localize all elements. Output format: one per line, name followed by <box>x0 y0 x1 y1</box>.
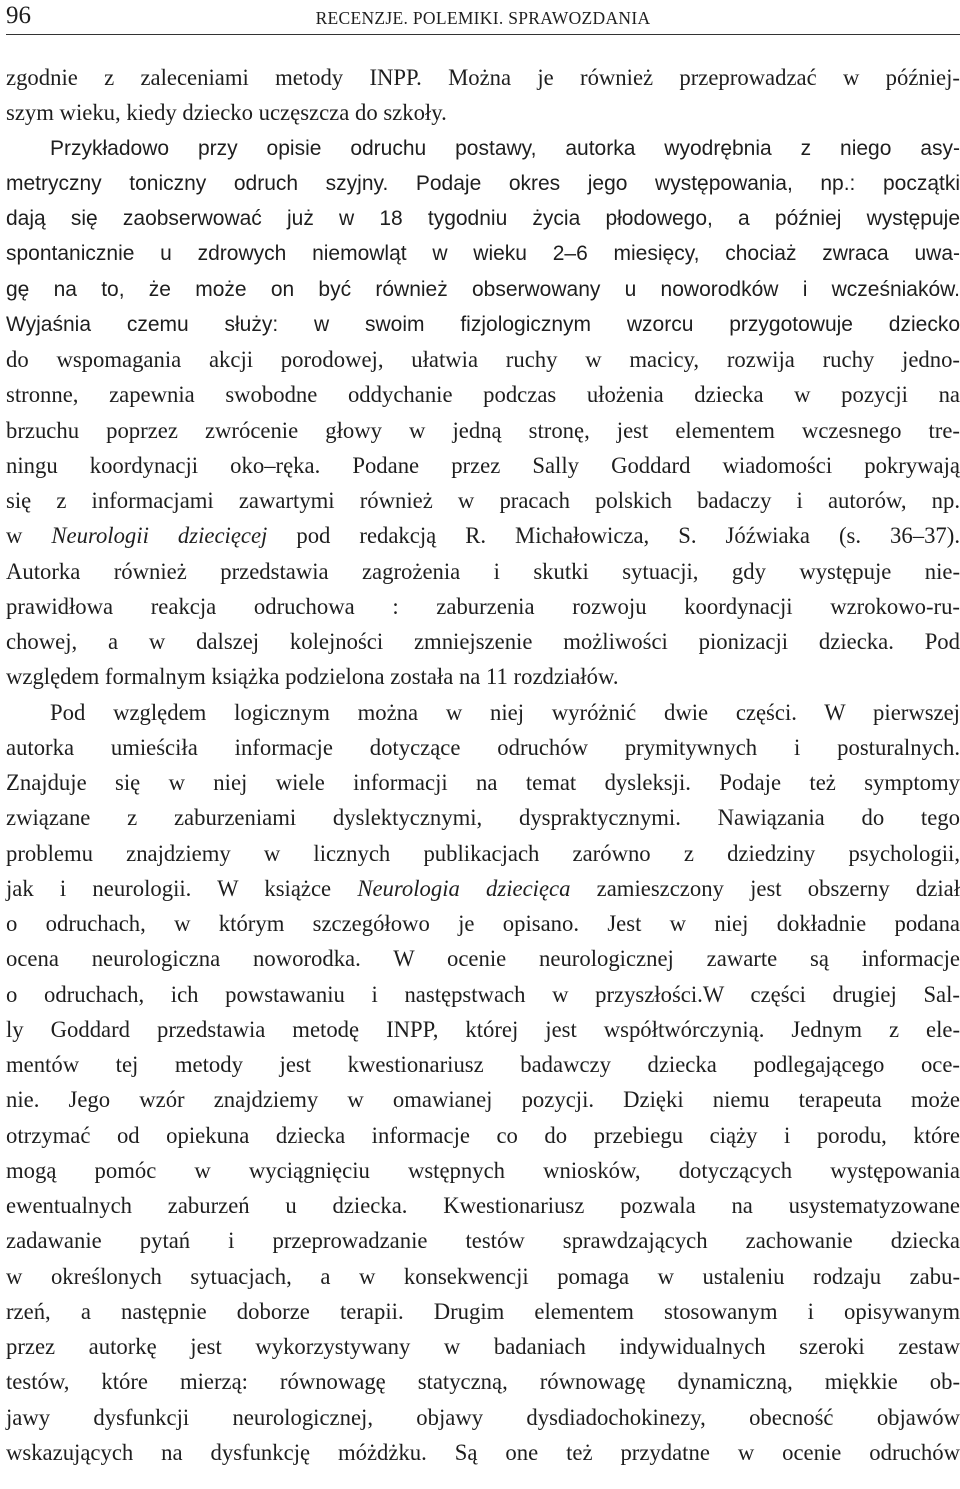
text-line: wskazujących na dysfunkcję móżdżku. Są one też przydatne w ocenie odruchów <box>6 1439 960 1465</box>
text-line: szym wieku, kiedy dziecko uczęszcza do szkoły. <box>6 100 447 126</box>
page-number: 96 <box>6 2 31 29</box>
italic-title: Neurologia dziecięca <box>357 875 571 901</box>
text-line: Przykładowo przy opisie odruchu postawy, autorka wyodrębnia z niego asy- <box>50 136 960 160</box>
text-line: do wspomagania akcji porodowej, ułatwia ruchy w macicy, rozwija ruchy jedno- <box>6 347 960 372</box>
text-line: jak i neurologii. W książce Neurologia dziecięca zamieszczony jest obszerny dział <box>6 875 960 901</box>
text-line: testów, które mierzą: równowagę statyczną, równowagę dynamiczną, miękkie ob- <box>6 1369 960 1395</box>
text-line: ly Goddard przedstawia metodę INPP, której jest współtwórczynią. Jednym z ele- <box>6 1016 960 1042</box>
text-line: w określonych sytuacjach, a w konsekwencji pomaga w ustaleniu rodzaju zabu- <box>6 1263 960 1289</box>
text-line: problemu znajdziemy w licznych publikacjach zarówno z dziedziny psychologii, <box>6 840 960 866</box>
text-line: rzeń, a następnie doborze terapii. Drugim elementem stosowanym i opisywanym <box>6 1298 960 1324</box>
body-text <box>6 60 960 1470</box>
page-header <box>6 0 960 35</box>
text-line: ocena neurologiczna noworodka. W ocenie neurologicznej zawarte są informacje <box>6 946 960 972</box>
text-line: mogą pomóc w wyciągnięciu wstępnych wniosków, dotyczących występowania <box>6 1157 960 1183</box>
text-line: dają się zaobserwować już w 18 tygodniu życia płodowego, a później występuje <box>6 207 960 230</box>
text-line: Wyjaśnia czemu służy: w swoim fizjologicznym wzorcu przygotowuje dziecko <box>6 312 960 336</box>
text-line: związane z zaburzeniami dyslektycznymi, dyspraktycznymi. Nawiązania do tego <box>6 805 960 831</box>
text-line: mentów tej metody jest kwestionariusz badawczy dziecka podlegającego oce- <box>6 1052 960 1077</box>
running-head: RECENZJE. POLEMIKI. SPRAWOZDANIA <box>315 8 651 28</box>
text-line: przez autorkę jest wykorzystywany w badaniach indywidualnych szeroki zestaw <box>6 1334 960 1359</box>
text-line: względem formalnym książka podzielona została na 11 rozdziałów. <box>6 664 619 690</box>
text-line: chowej, a w dalszej kolejności zmniejszenie możliwości pionizacji dziecka. Pod <box>6 629 960 654</box>
text-line: się z informacjami zawartymi również w pracach polskich badaczy i autorów, np. <box>6 488 960 513</box>
text-line: ewentualnych zaburzeń u dziecka. Kwestionariusz pozwala na usystematyzowane <box>6 1193 960 1218</box>
text-line: Znajduje się w niej wiele informacji na temat dysleksji. Podaje też symptomy <box>6 770 960 795</box>
text-line: otrzymać od opiekuna dziecka informacje co do przebiegu ciąży i porodu, które <box>6 1122 960 1148</box>
text-line: zadawanie pytań i przeprowadzanie testów sprawdzających zachowanie dziecka <box>6 1228 960 1254</box>
text-line: autorka umieściła informacje dotyczące odruchów prymitywnych i posturalnych. <box>6 734 960 760</box>
italic-title: Neurologii dziecięcej <box>51 523 268 549</box>
text-line: zgodnie z zaleceniami metody INPP. Można je również przeprowadzać w później- <box>6 65 960 90</box>
text-line: metryczny toniczny odruch szyjny. Podaje okres jego występowania, np.: początki <box>6 171 960 195</box>
text-line: w Neurologii dziecięcej pod redakcją R. Michałowicza, S. Jóźwiaka (s. 36–37). <box>6 523 960 549</box>
text-line: ningu koordynacji oko–ręka. Podane przez Sally Goddard wiadomości pokrywają <box>6 452 960 478</box>
text-line: gę na to, że może on być również obserwowany u noworodków i wcześniaków. <box>6 277 960 301</box>
text-line: o odruchach, ich powstawaniu i następstwach w przyszłości.W części drugiej Sal- <box>6 981 960 1007</box>
text-line: nie. Jego wzór znajdziemy w omawianej pozycji. Dzięki niemu terapeuta może <box>6 1087 960 1113</box>
text-line: stronne, zapewnia swobodne oddychanie podczas ułożenia dziecka w pozycji na <box>6 382 960 408</box>
text-line: spontanicznie u zdrowych niemowląt w wieku 2–6 miesięcy, chociaż zwraca uwa- <box>6 242 960 266</box>
text-line: Pod względem logicznym można w niej wyróżnić dwie części. W pierwszej <box>50 699 960 725</box>
text-line: o odruchach, w którym szczegółowo je opisano. Jest w niej dokładnie podana <box>6 911 960 936</box>
text-line: jawy dysfunkcji neurologicznej, objawy dysdiadochokinezy, obecność objawów <box>6 1404 960 1430</box>
text-line: brzuchu poprzez zwrócenie głowy w jedną stronę, jest elementem wczesnego tre- <box>6 417 960 443</box>
text-line: prawidłowa reakcja odruchowa : zaburzenia rozwoju koordynacji wzrokowo-ru- <box>6 593 960 619</box>
text-line: Autorka również przedstawia zagrożenia i skutki sytuacji, gdy występuje nie- <box>6 558 960 584</box>
